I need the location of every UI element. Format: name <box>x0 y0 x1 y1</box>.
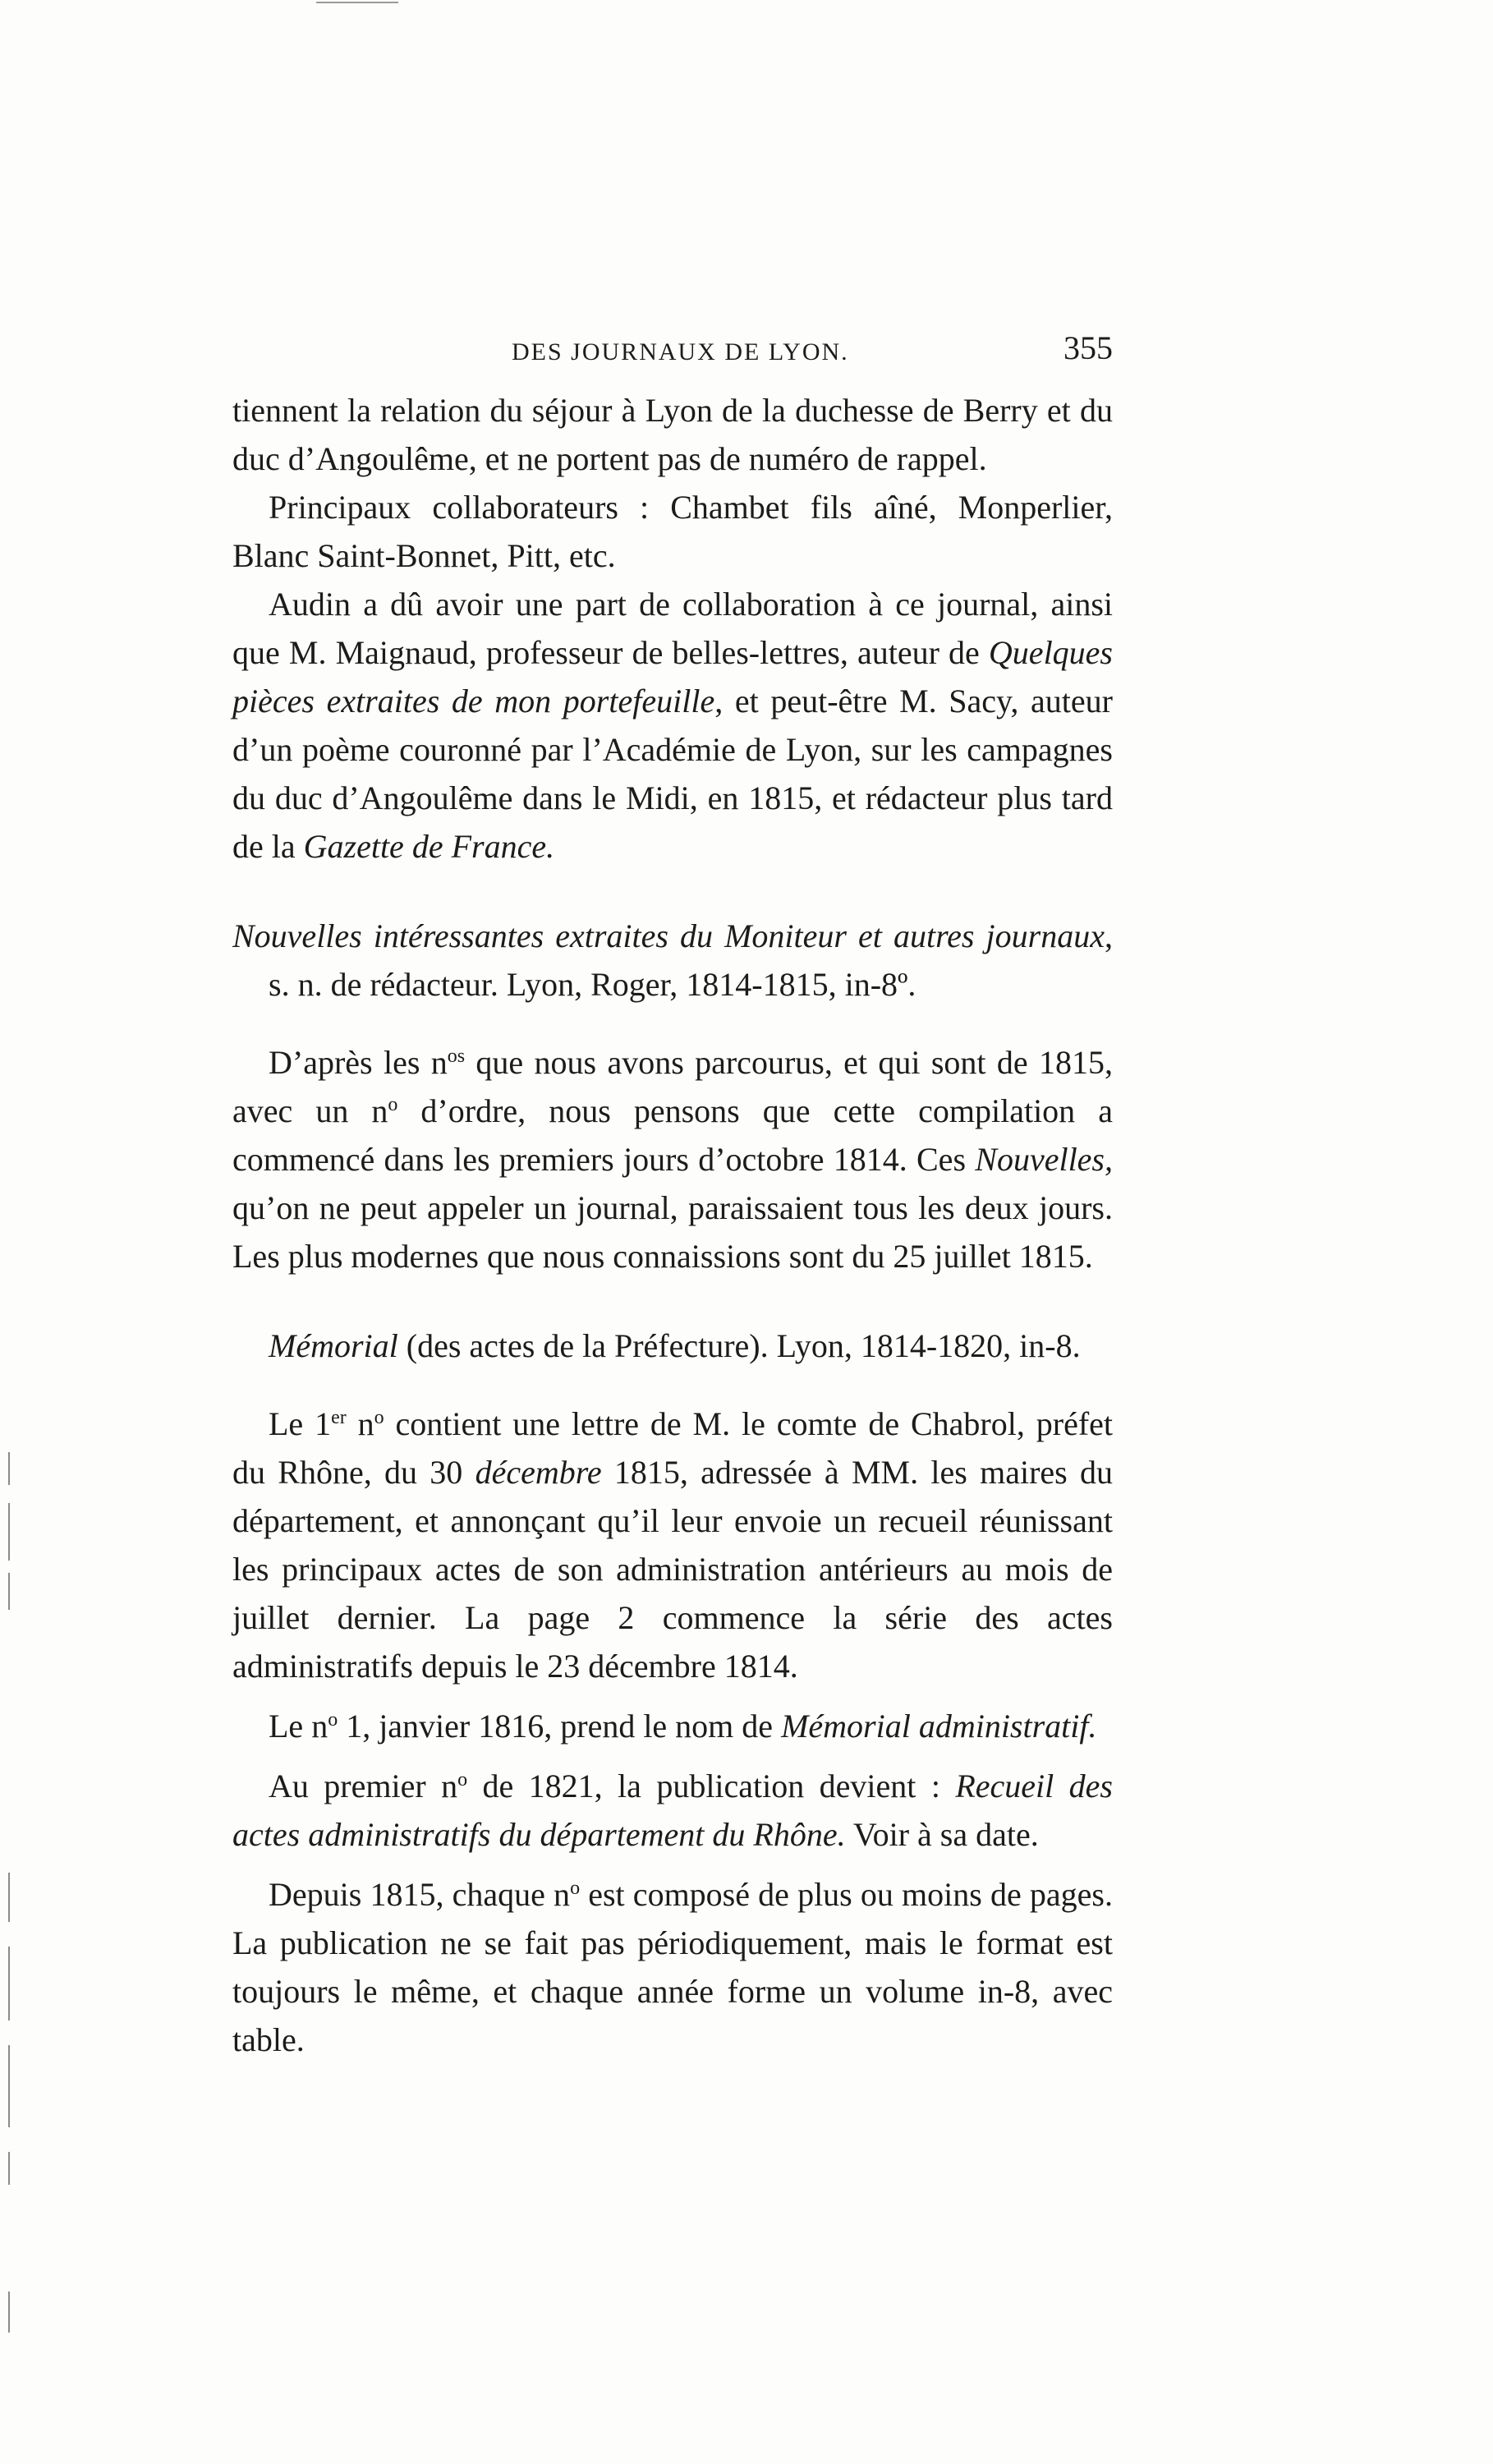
work-title: Mémorial administratif. <box>781 1708 1097 1745</box>
paragraph-format: Depuis 1815, chaque $n^o$ est composé de plus ou moins de pages. La publication ne se fait pas périodiquement, mais le format est toujours le même, et chaque année forme un volume in-8, avec table. <box>232 1876 1113 2058</box>
scan-artifact-rule <box>316 2 398 3</box>
paragraph-1821: Au premier $n^o$ de 1821, la publication devient : Recueil des actes administratifs du département du Rhône. Voir à sa date. <box>232 1768 1113 1853</box>
scan-artifact-mark <box>8 2152 10 2185</box>
work-title: Nouvelles, <box>975 1141 1113 1178</box>
paragraph-continuation: tiennent la relation du séjour à Lyon de la duchesse de Berry et du duc d’Angoulême, et ne portent pas de numéro de rappel. <box>232 392 1113 477</box>
scan-artifact-mark <box>8 1573 10 1610</box>
entry-title: Mémorial <box>269 1327 398 1364</box>
paragraph-audin: Audin a dû avoir une part de collaboration à ce journal, ainsi que M. Maignaud, professeur de belles-lettres, auteur de Quelques pièces extraites de mon portefeuille, et peut-être M. Sacy, auteur d’un poème couronné par l’Académie de Lyon, sur les campagnes du duc d’Angoulême dans le Midi, en 1815, et rédacteur plus tard de la Gazette de France. <box>232 586 1113 865</box>
work-title: Recueil des actes administratifs du département du Rhône. <box>232 1768 1113 1853</box>
scan-artifact-mark <box>8 1947 10 2020</box>
work-title: Gazette de France. <box>303 828 555 865</box>
scan-artifact-mark <box>8 2292 10 2333</box>
paragraph-nouvelles: D’après les $n^{os}$ que nous avons parcourus, et qui sont de 1815, avec un $n^o$ d’ordre, nous pensons que cette compilation a commencé dans les premiers jours d’octobre 1814. Ces Nouvelles, qu’on ne peut appeler un journal, paraissaient tous les deux jours. Les plus modernes que nous connaissions sont du 25 juillet 1815. <box>232 1044 1113 1275</box>
running-title: DES JOURNAUX DE LYON. <box>512 338 849 365</box>
running-header <box>232 329 1113 386</box>
paragraph-collaborators: Principaux collaborateurs : Chambet fils aîné, Monperlier, Blanc Saint-Bonnet, Pitt, etc. <box>232 489 1113 574</box>
page-number: 355 <box>1063 329 1113 366</box>
entry-nouvelles: Nouvelles intéressantes extraites du Moniteur et autres journaux, s. n. de rédacteur. Lyon, Roger, 1814-1815, in-8º. <box>232 917 1113 1003</box>
scan-artifact-mark <box>8 2045 10 2127</box>
page-body <box>232 329 1113 2064</box>
scan-artifact-mark <box>8 1503 10 1561</box>
paragraph-1816: Le $n^o$ 1, janvier 1816, prend le nom de Mémorial administratif. <box>269 1708 1097 1745</box>
work-title: Quelques pièces extraites de mon portefeuille <box>232 634 1113 719</box>
paragraph-chabrol: Le 1er $n^o$ contient une lettre de M. le comte de Chabrol, préfet du Rhône, du 30 décembre 1815, adressée à MM. les maires du département, et annonçant qu’il leur envoie un recueil réunissant les principaux actes de son administration antérieurs au mois de juillet dernier. La page 2 commence la série des actes administratifs depuis le 23 décembre 1814. <box>232 1405 1114 1685</box>
entry-title: Nouvelles intéressantes extraites du Moniteur et autres journaux <box>232 917 1105 954</box>
entry-memorial: Mémorial (des actes de la Préfecture). Lyon, 1814-1820, in-8. <box>269 1327 1081 1364</box>
scan-artifact-mark <box>8 1873 10 1922</box>
scan-artifact-mark <box>8 1452 10 1485</box>
